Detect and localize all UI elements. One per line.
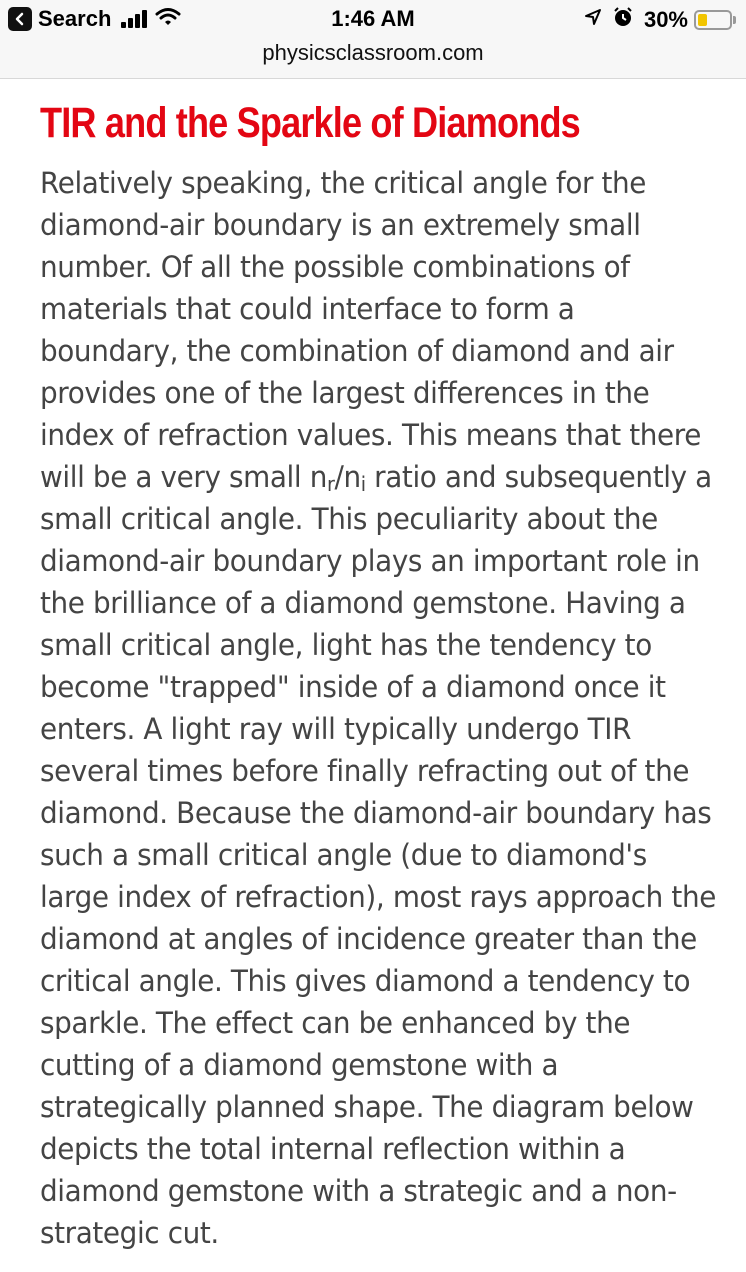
- paragraph-text-end: ratio and subsequently a small critical angle. This peculiarity about the diamond-air boundary plays an important role in the brilliance of a diamond gemstone. Having a small critical angle, light has the tendency to become "trapped" inside of a diamond once it enters. A light ray will typically undergo TIR several times before finally refracting out of the diamond. Because the diamond-air boundary has such a small critical angle (due to diamond's large index of refraction), most rays approach the diamond at angles of incidence greater than the critical angle. This gives diamond a tendency to sparkle. The effect can be enhanced by the cutting of a diamond gemstone with a strategically planned shape. The diagram below depicts the total internal reflection within a diamond gemstone with a strategic and a non-strategic cut.: [40, 460, 716, 1250]
- address-bar[interactable]: [0, 40, 746, 79]
- paragraph-text-start: Relatively speaking, the critical angle for the diamond-air boundary is an extremely small number. Of all the possible combinations of materials that could interface to form a boundary, the combination of diamond and air provides one of the largest differences in the index of refraction values. This means that there will be a very small n: [40, 166, 701, 494]
- back-label[interactable]: Search: [38, 6, 112, 31]
- subscript-i: i: [360, 472, 366, 496]
- page-title: TIR and the Sparkle of Diamonds: [40, 99, 580, 147]
- ratio-slash: /n: [334, 460, 361, 494]
- location-arrow-icon: [584, 8, 602, 31]
- article-paragraph: [40, 162, 720, 1254]
- battery-percent: 30%: [643, 6, 688, 32]
- alarm-clock-icon: [612, 6, 634, 33]
- article: [40, 92, 720, 1254]
- battery-tip: [733, 16, 736, 24]
- status-right: [584, 6, 736, 33]
- battery-icon: [694, 10, 732, 30]
- clock: 1:46 AM: [331, 6, 415, 31]
- url-text[interactable]: physicsclassroom.com: [262, 40, 484, 65]
- battery-fill: [698, 14, 707, 26]
- subscript-r: r: [326, 472, 335, 496]
- status-bar: [0, 0, 746, 40]
